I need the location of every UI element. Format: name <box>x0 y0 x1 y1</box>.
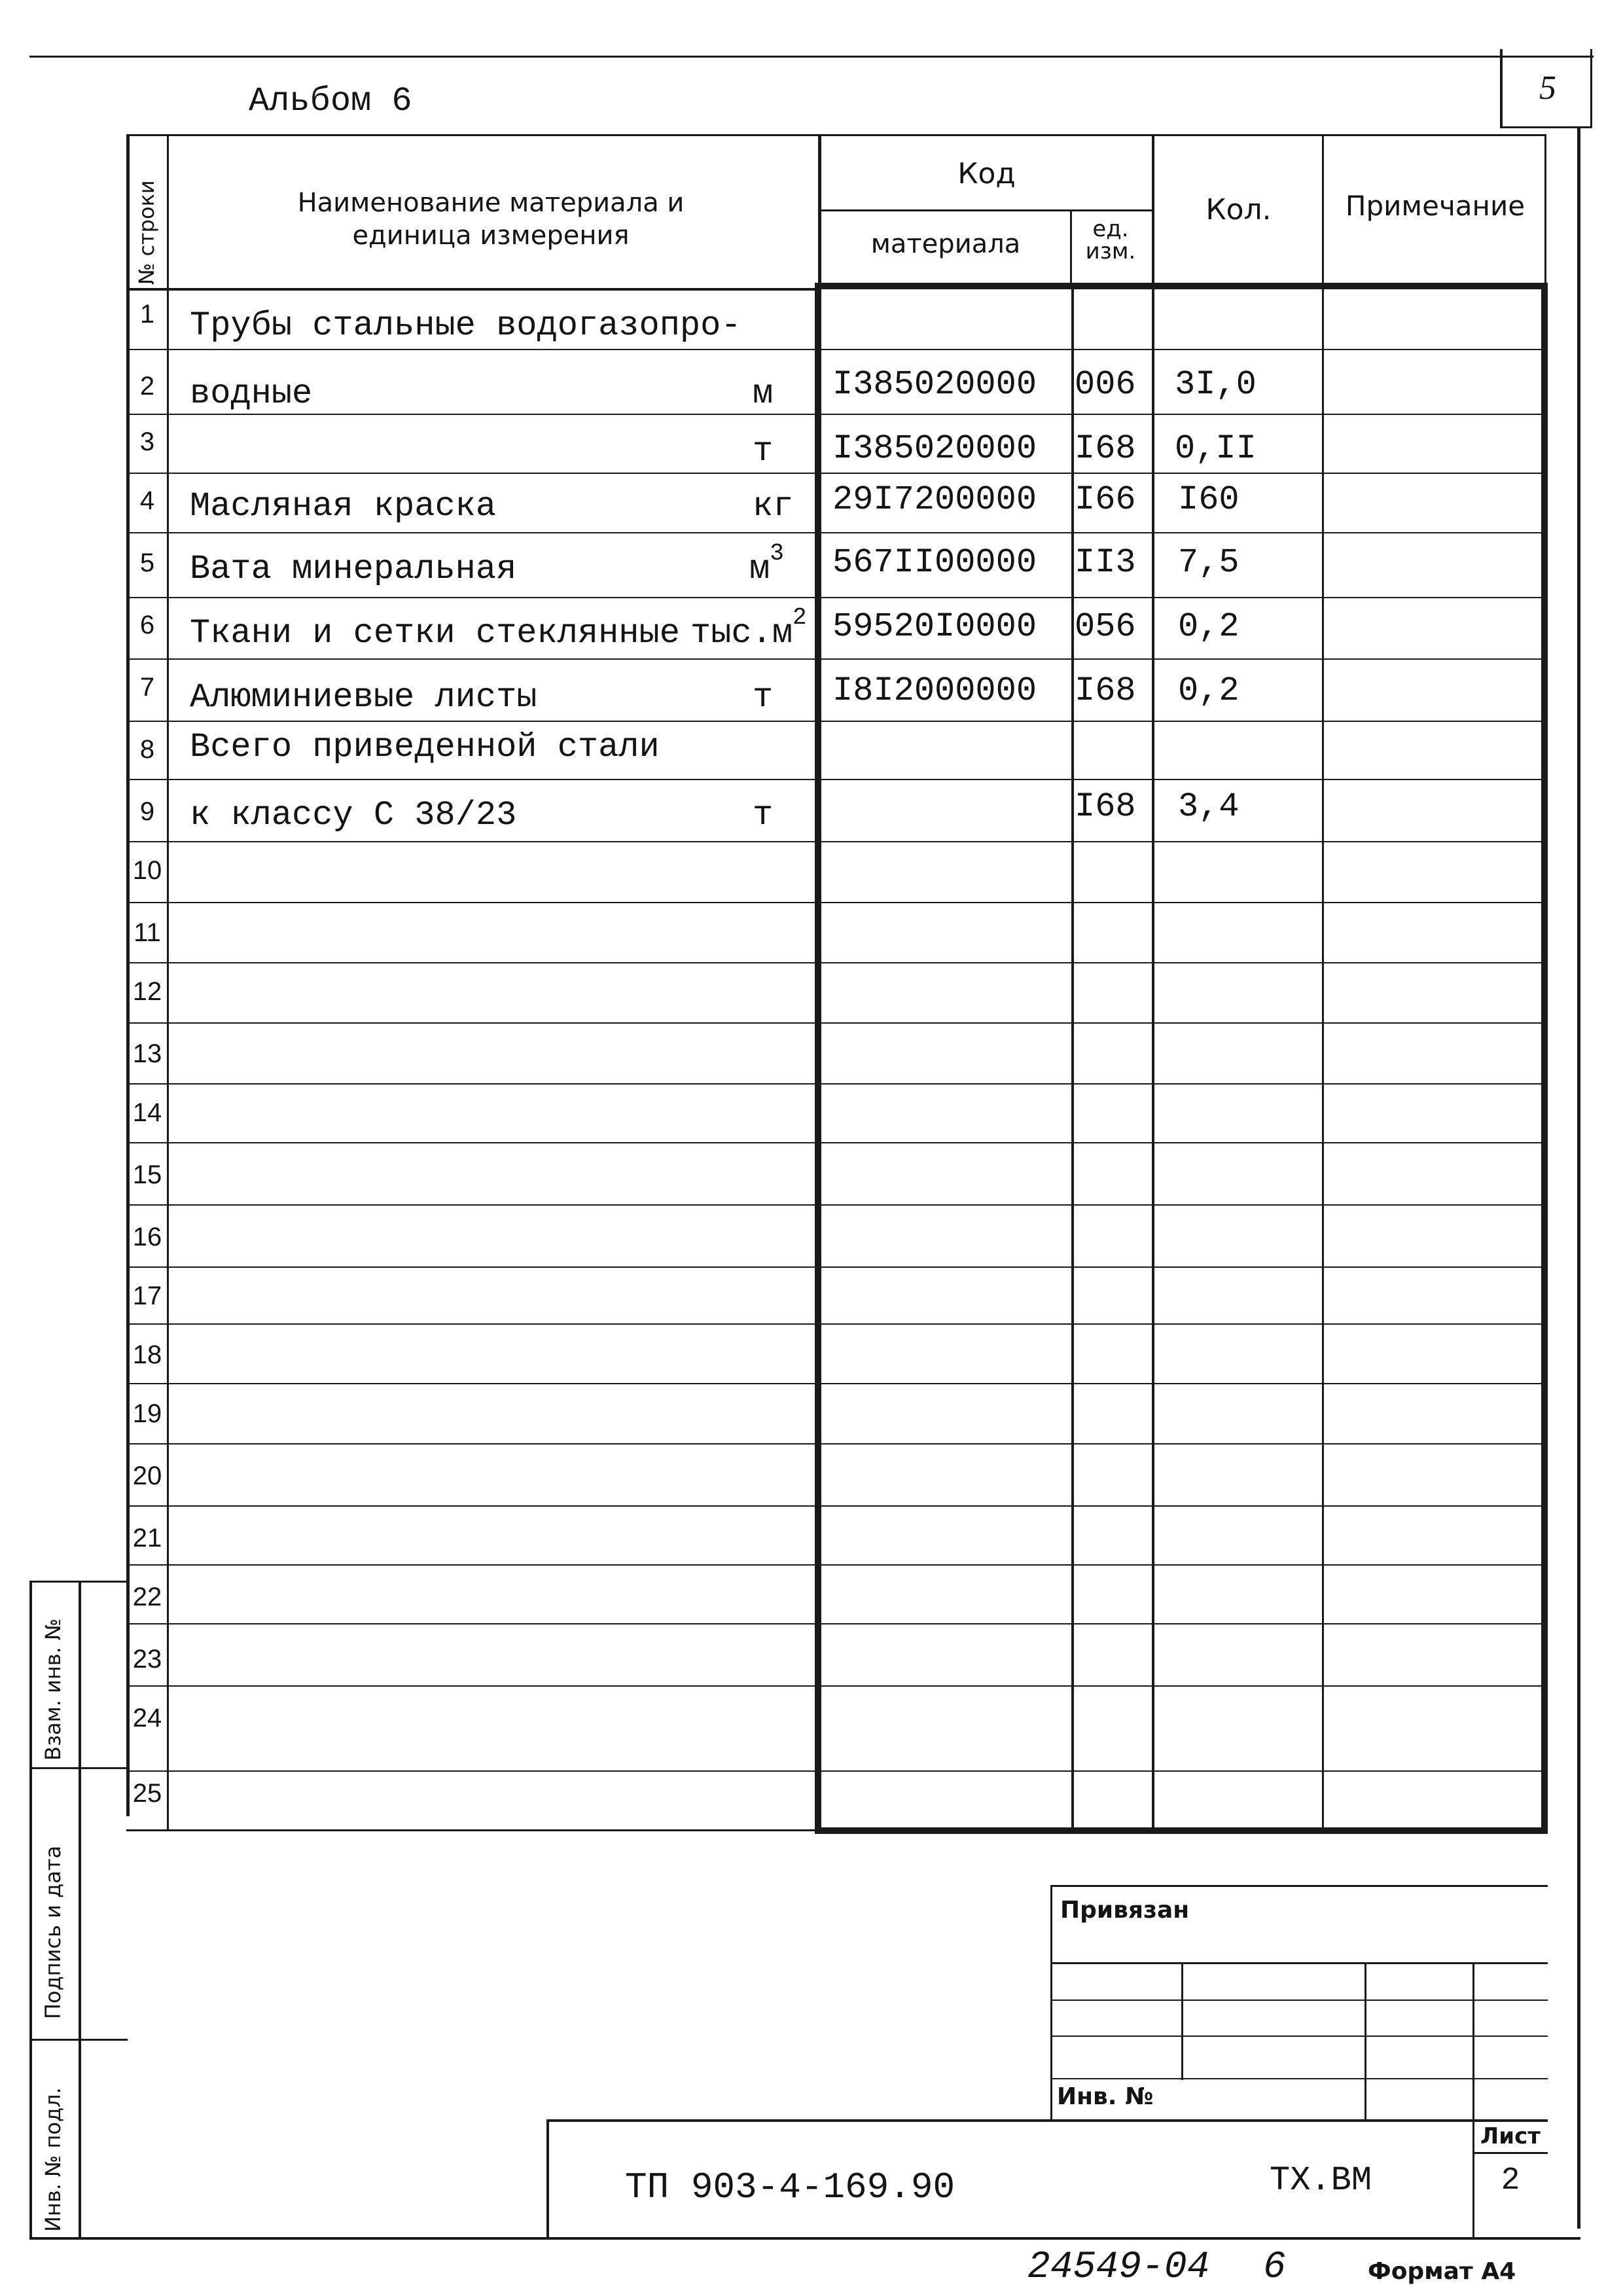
material-name-header: Наименование материала и единица измерения <box>297 188 685 251</box>
material-name: Ткани и сетки стеклянные <box>190 614 680 653</box>
row-number: 5 <box>139 548 155 577</box>
material-code: 59520I0000 <box>832 607 1037 646</box>
unit-code: I68 <box>1075 429 1136 468</box>
row-number: 13 <box>132 1039 162 1068</box>
row-number: 22 <box>132 1583 162 1611</box>
quantity: 3,4 <box>1178 787 1240 826</box>
unit-superscript: 2 <box>793 604 807 631</box>
row-number: 15 <box>132 1160 162 1189</box>
inv-no-label: Инв. № <box>1057 2083 1154 2110</box>
side-stamp-inv-original: Инв. № подл. <box>41 2087 65 2232</box>
row-number: 4 <box>139 486 155 515</box>
unit-code: I66 <box>1075 480 1136 519</box>
row-number: 16 <box>132 1223 162 1251</box>
row-number: 1 <box>139 300 155 329</box>
row-number: 20 <box>132 1462 162 1490</box>
row-number: 6 <box>139 611 155 639</box>
unit-code-header: ед. изм. <box>1085 216 1136 264</box>
note-header: Примечание <box>1345 190 1525 222</box>
row-number: 23 <box>132 1645 162 1674</box>
sheet-number: 2 <box>1501 2163 1520 2198</box>
quantity: 7,5 <box>1178 543 1240 582</box>
quantity-header: Кол. <box>1205 193 1272 226</box>
paper-format: Формат А4 <box>1368 2258 1516 2285</box>
row-number: 19 <box>132 1399 162 1428</box>
row-number: 18 <box>132 1340 162 1369</box>
unit <box>749 540 784 588</box>
material-name: Трубы стальные водогазопро- <box>190 306 741 345</box>
material-name: к классу С 38/23 <box>190 796 517 834</box>
document-code: ТХ.ВМ <box>1270 2161 1372 2200</box>
unit-code: I68 <box>1075 787 1136 826</box>
unit-text: м <box>749 550 770 588</box>
row-number: 17 <box>132 1282 162 1310</box>
sheet-label: Лист <box>1480 2123 1541 2149</box>
quantity: 0,II <box>1175 429 1257 468</box>
material-code: I8I2000000 <box>832 672 1037 710</box>
row-number: 7 <box>139 673 155 702</box>
material-code: I385020000 <box>832 365 1037 404</box>
material-code: 567II00000 <box>832 543 1037 582</box>
row-number: 10 <box>132 856 162 885</box>
unit-code: 056 <box>1075 607 1136 646</box>
archive-number: 24549-04 <box>1027 2246 1210 2289</box>
document-designation: ТП 903-4-169.90 <box>625 2166 955 2208</box>
material-name: Всего приведенной стали <box>190 728 660 766</box>
row-number: 2 <box>139 372 155 401</box>
row-number-header: № строки <box>134 180 159 285</box>
code-header: Код <box>957 157 1016 190</box>
unit: м <box>753 374 774 413</box>
row-number: 14 <box>132 1098 162 1127</box>
album-title: Альбом 6 <box>249 82 412 120</box>
unit: кг <box>753 487 794 526</box>
unit-text: тыс.м <box>690 614 793 653</box>
side-stamp-signature: Подпись и дата <box>41 1845 65 2019</box>
material-code-header: материала <box>870 229 1021 259</box>
archive-part: 6 <box>1263 2246 1286 2289</box>
material-name: Алюминиевые листы <box>190 678 537 717</box>
unit-code: 006 <box>1075 365 1136 404</box>
row-number: 8 <box>139 735 155 764</box>
unit-superscript: 3 <box>770 540 784 567</box>
row-number: 25 <box>132 1779 162 1808</box>
attached-label: Привязан <box>1060 1897 1190 1924</box>
unit: т <box>753 432 774 471</box>
row-number: 3 <box>139 427 155 456</box>
material-name: Масляная краска <box>190 487 497 526</box>
unit-code: II3 <box>1075 543 1136 582</box>
material-code: I385020000 <box>832 429 1037 468</box>
row-number: 24 <box>132 1704 162 1732</box>
material-code: 29I7200000 <box>832 480 1037 519</box>
quantity: 0,2 <box>1178 672 1240 710</box>
unit: т <box>753 796 774 834</box>
row-number: 9 <box>139 797 155 826</box>
unit-code: I68 <box>1075 672 1136 710</box>
row-number: 12 <box>132 977 162 1006</box>
material-name: водные <box>190 374 313 413</box>
unit <box>690 604 807 653</box>
quantity: 3I,0 <box>1175 365 1257 404</box>
material-name: Вата минеральная <box>190 550 517 588</box>
unit: т <box>753 678 774 717</box>
row-number: 11 <box>134 918 161 947</box>
quantity: 0,2 <box>1178 607 1240 646</box>
page-number: 5 <box>1539 69 1556 107</box>
quantity: I60 <box>1178 480 1240 519</box>
side-stamp-vzam: Взам. инв. № <box>41 1618 65 1761</box>
row-number: 21 <box>132 1524 162 1552</box>
